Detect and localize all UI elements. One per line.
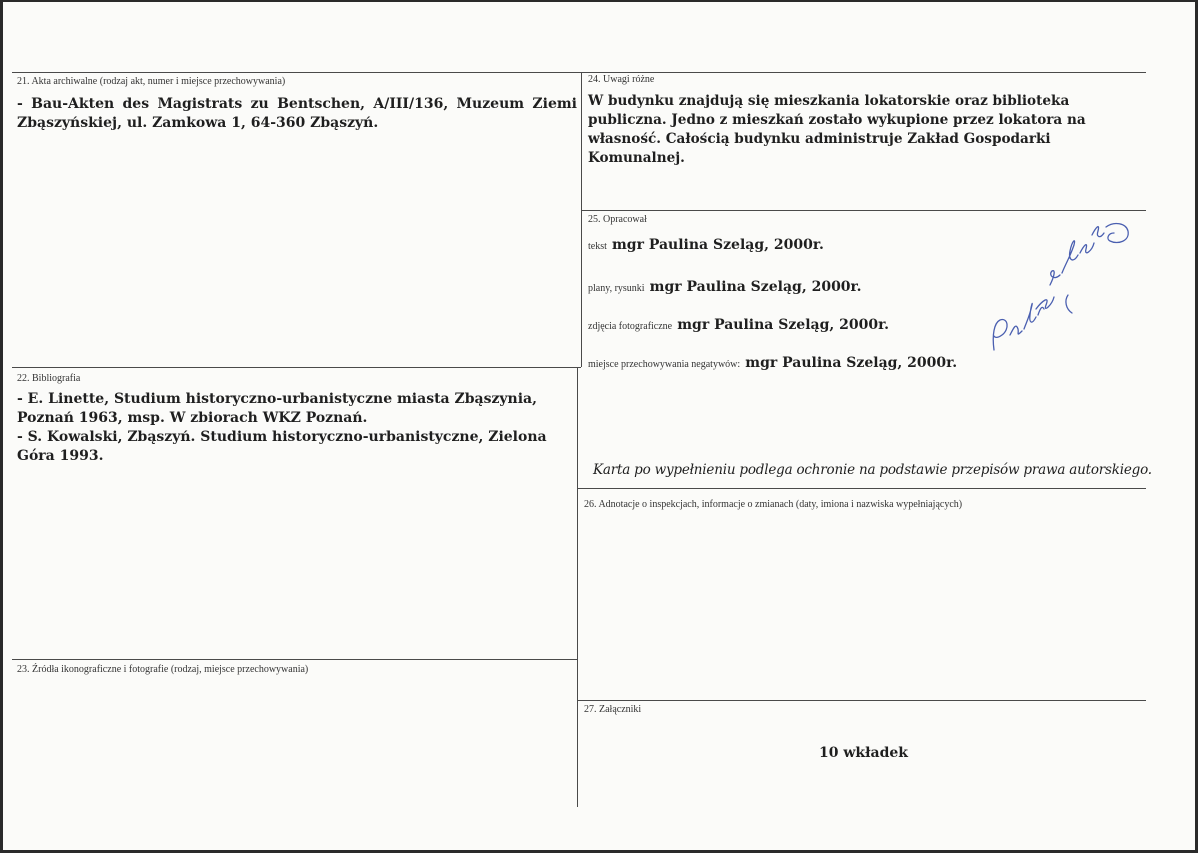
credit-label: zdjęcia fotograficzne — [588, 321, 673, 332]
credit-label: tekst — [588, 241, 607, 252]
section-26-label: 26. Adnotacje o inspekcjach, informacje o zmianach (daty, imiona i nazwiska wypełniających) — [584, 499, 963, 510]
bibliography-entry: - E. Linette, Studium historyczno-urbanistyczne miasta Zbąszynia, Poznań 1963, msp. W zbiorach WKZ Poznań. — [17, 391, 537, 426]
signature-icon — [980, 205, 1140, 365]
credit-row-photos — [588, 314, 889, 333]
page-edge — [0, 0, 1198, 2]
rule-s22 — [12, 367, 581, 368]
rule-vertical-upper — [581, 72, 582, 367]
copyright-notice: Karta po wypełnieniu podlega ochronie na podstawie przepisów prawa autorskiego. — [593, 462, 1152, 478]
credit-row-negatives — [588, 352, 957, 371]
credit-value: mgr Paulina Szeląg, 2000r. — [649, 279, 862, 295]
section-21-label: 21. Akta archiwalne (rodzaj akt, numer i miejsce przechowywania) — [17, 76, 286, 87]
section-21-text: - Bau-Akten des Magistrats zu Bentschen, A/III/136, Muzeum Ziemi Zbąszyńskiej, ul. Zamkowa 1, 64-360 Zbąszyń. — [17, 96, 577, 131]
credit-label: plany, rysunki — [588, 283, 645, 294]
rule-s27 — [577, 700, 1146, 701]
credit-value: mgr Paulina Szeląg, 2000r. — [745, 355, 958, 371]
credit-label: miejsce przechowywania negatywów: — [588, 359, 741, 370]
section-22-bibliography — [17, 390, 577, 466]
section-22-label: 22. Bibliografia — [17, 373, 81, 384]
bibliography-entry: - S. Kowalski, Zbąszyń. Studium historyczno-urbanistyczne, Zielona Góra 1993. — [17, 429, 547, 464]
credit-row-plans — [588, 276, 862, 295]
credit-row-text — [588, 234, 824, 253]
section-23-label: 23. Źródła ikonograficzne i fotografie (rodzaj, miejsce przechowywania) — [17, 664, 309, 675]
rule-s23 — [12, 659, 577, 660]
section-24-label: 24. Uwagi różne — [588, 74, 655, 85]
rule-top — [12, 72, 1146, 73]
section-25-label: 25. Opracował — [588, 214, 647, 225]
attachments-value: 10 wkładek — [819, 745, 908, 761]
section-27-label: 27. Załączniki — [584, 704, 642, 715]
rule-vertical-lower — [577, 367, 578, 807]
section-24-text: W budynku znajdują się mieszkania lokatorskie oraz biblioteka publiczna. Jedno z mieszkań zostało wykupione przez lokatora na własność. Całością budynku administruje Zakład Gospodarki Komunalnej. — [588, 93, 1086, 166]
rule-s26 — [577, 488, 1146, 489]
credit-value: mgr Paulina Szeląg, 2000r. — [611, 237, 824, 253]
credit-value: mgr Paulina Szeląg, 2000r. — [677, 317, 890, 333]
page-edge — [0, 0, 3, 853]
